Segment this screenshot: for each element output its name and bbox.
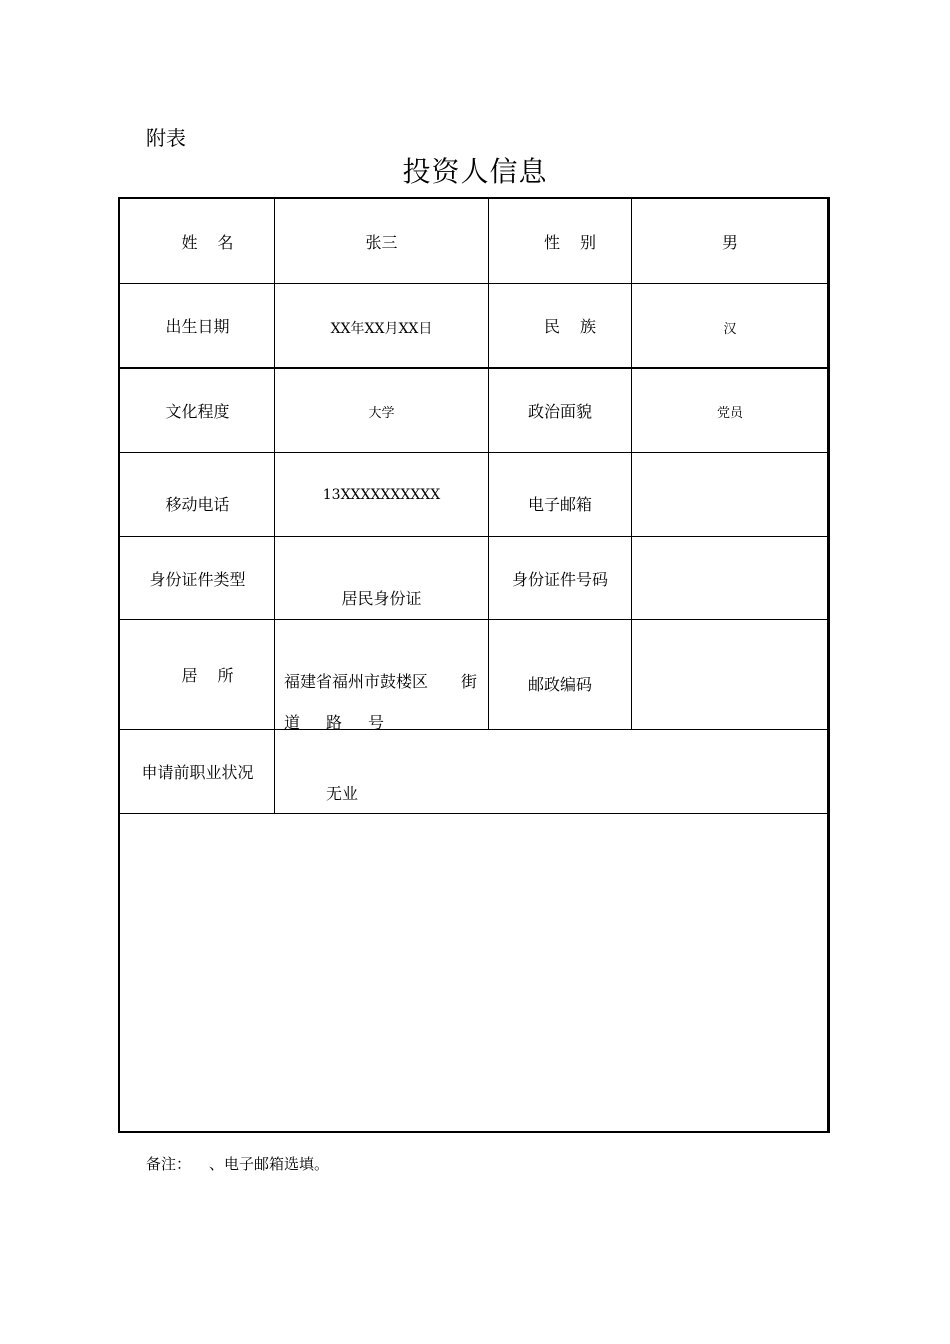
name-value[interactable]: 张三 bbox=[365, 232, 398, 252]
education-label: 文化程度 bbox=[165, 402, 230, 421]
postcode-value[interactable] bbox=[632, 620, 828, 729]
id-type-value[interactable]: 居民身份证 bbox=[341, 588, 422, 608]
footnote-label: 备注： bbox=[146, 1155, 192, 1173]
postcode-label: 邮政编码 bbox=[527, 674, 592, 694]
residence-line1-end: 街 bbox=[460, 672, 477, 691]
occupation-value[interactable]: 无业 bbox=[325, 783, 358, 803]
email-label: 电子邮箱 bbox=[527, 494, 592, 514]
occupation-label: 申请前职业状况 bbox=[141, 763, 254, 782]
residence-line1: 福建省福州市鼓楼区 bbox=[284, 672, 429, 691]
residence-label: 居所 bbox=[181, 666, 254, 685]
residence-value[interactable] bbox=[284, 661, 477, 743]
mobile-value[interactable]: 13XXXXXXXXXX bbox=[322, 487, 441, 503]
birth-date-label: 出生日期 bbox=[165, 317, 230, 336]
investor-info-table bbox=[118, 197, 830, 1133]
id-number-label: 身份证件号码 bbox=[511, 569, 608, 589]
political-status-label: 政治面貌 bbox=[527, 402, 592, 421]
residence-number: 号 bbox=[368, 713, 385, 732]
education-value[interactable]: 大学 bbox=[368, 406, 395, 421]
birth-date-value[interactable]: XX年XX月XX日 bbox=[330, 320, 433, 337]
annex-label: 附表 bbox=[146, 126, 186, 150]
footnote-text: 、电子邮箱选填。 bbox=[209, 1155, 330, 1173]
political-status-value[interactable]: 党员 bbox=[716, 406, 743, 421]
id-type-label: 身份证件类型 bbox=[149, 569, 246, 589]
row-divider bbox=[120, 813, 827, 814]
gender-value[interactable]: 男 bbox=[721, 232, 738, 252]
name-label: 姓名 bbox=[181, 232, 254, 252]
footnote bbox=[146, 1153, 329, 1174]
residence-road: 路 bbox=[326, 713, 343, 732]
mobile-label: 移动电话 bbox=[165, 494, 230, 514]
form-title: 投资人信息 bbox=[402, 155, 548, 188]
gender-label: 性别 bbox=[543, 232, 616, 252]
id-number-value[interactable] bbox=[632, 537, 828, 619]
email-value[interactable] bbox=[632, 453, 828, 537]
ethnicity-label: 民族 bbox=[543, 317, 616, 336]
residence-street: 道 bbox=[284, 713, 301, 732]
ethnicity-value[interactable]: 汉 bbox=[723, 322, 737, 337]
